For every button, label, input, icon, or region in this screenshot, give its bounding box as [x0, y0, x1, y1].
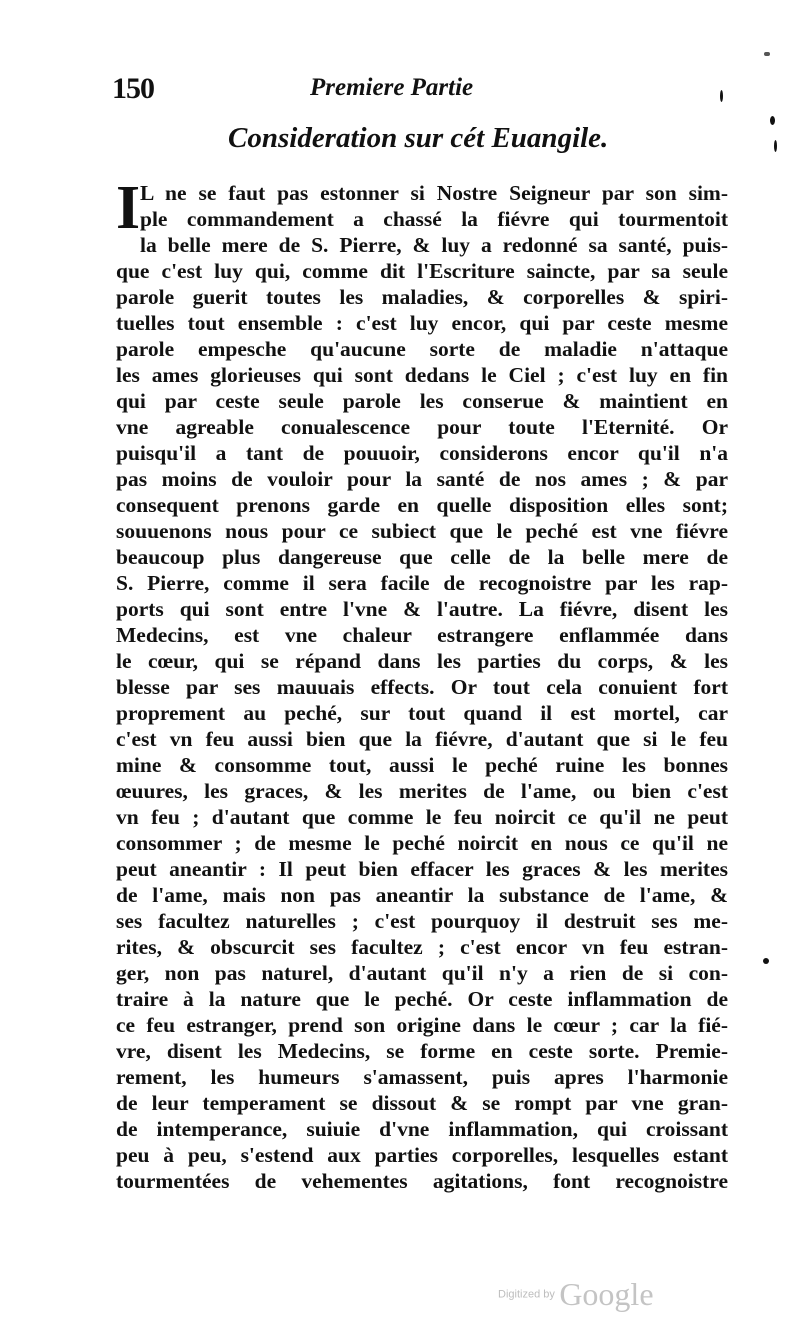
ink-speck — [720, 90, 723, 102]
page-number: 150 — [112, 72, 154, 105]
text-line: Medecins, est vne chaleur estrangere enflammée dans — [116, 623, 728, 647]
text-line: ce feu estranger, prend son origine dans le cœur ; car la fié- — [116, 1013, 728, 1037]
text-line: proprement au peché, sur tout quand il est mortel, car — [116, 701, 728, 725]
text-line: qui par ceste seule parole les conserue & maintient en — [116, 389, 728, 413]
text-line: parole empesche qu'aucune sorte de maladie n'attaque — [116, 337, 728, 361]
digitized-watermark — [498, 1276, 654, 1313]
running-title: Premiere Partie — [310, 74, 474, 101]
text-line: vre, disent les Medecins, se forme en ceste sorte. Premie- — [116, 1039, 728, 1063]
text-line: parole guerit toutes les maladies, & corporelles & spiri- — [116, 285, 728, 309]
text-line: ses facultez naturelles ; c'est pourquoy il destruit ses me- — [116, 909, 728, 933]
ink-speck — [770, 116, 775, 125]
text-line: consequent prenons garde en quelle disposition elles sont; — [116, 493, 728, 517]
text-line: de l'ame, mais non pas aneantir la substance de l'ame, & — [116, 883, 728, 907]
text-line: consommer ; de mesme le peché noircit en nous ce qu'il ne — [116, 831, 728, 855]
text-line: vn feu ; d'autant que comme le feu noircit ce qu'il ne peut — [116, 805, 728, 829]
text-line: ger, non pas naturel, d'autant qu'il n'y a rien de si con- — [116, 961, 728, 985]
dropcap-letter: I — [116, 174, 141, 242]
text-line: tuelles tout ensemble : c'est luy encor, qui par ceste mesme — [116, 311, 728, 335]
text-line: puisqu'il a tant de pouuoir, considerons encor qu'il n'a — [116, 441, 728, 465]
text-line: S. Pierre, comme il sera facile de recognoistre par les rap- — [116, 571, 728, 595]
text-line: tourmentées de vehementes agitations, font recognoistre — [116, 1169, 728, 1193]
text-line: pas moins de vouloir pour la santé de nos ames ; & par — [116, 467, 728, 491]
text-line: de leur temperament se dissout & se rompt par vne gran- — [116, 1091, 728, 1115]
body-text — [116, 174, 728, 1194]
text-line: que c'est luy qui, comme dit l'Escriture saincte, par sa seule — [116, 259, 728, 283]
watermark-prefix: Digitized by — [498, 1288, 555, 1301]
text-line: ple commandement a chassé la fiévre qui tourmentoit — [140, 207, 728, 231]
text-line: œuures, les graces, & les merites de l'ame, ou bien c'est — [116, 779, 728, 803]
text-line: le cœur, qui se répand dans les parties du corps, & les — [116, 649, 728, 673]
section-title: Consideration sur cét Euangile. — [228, 122, 609, 154]
text-line: beaucoup plus dangereuse que celle de la belle mere de — [116, 545, 728, 569]
ink-speck — [774, 140, 777, 152]
text-line: ports qui sont entre l'vne & l'autre. La fiévre, disent les — [116, 597, 728, 621]
ink-speck — [763, 958, 769, 964]
text-line: peut aneantir : Il peut bien effacer les graces & les merites — [116, 857, 728, 881]
ink-speck — [764, 52, 770, 56]
text-line: souuenons nous pour ce subiect que le peché est vne fiévre — [116, 519, 728, 543]
text-line: blesse par ses mauuais effects. Or tout cela conuient fort — [116, 675, 728, 699]
text-line: traire à la nature que le peché. Or ceste inflammation de — [116, 987, 728, 1011]
text-line: les ames glorieuses qui sont dedans le Ciel ; c'est luy en fin — [116, 363, 728, 387]
text-line: rement, les humeurs s'amassent, puis apres l'harmonie — [116, 1065, 728, 1089]
text-line: peu à peu, s'estend aux parties corporelles, lesquelles estant — [116, 1143, 728, 1167]
watermark-brand: Google — [559, 1276, 654, 1312]
text-line: de intemperance, suiuie d'vne inflammation, qui croissant — [116, 1117, 728, 1141]
text-line: la belle mere de S. Pierre, & luy a redonné sa santé, puis- — [140, 233, 728, 257]
text-line: mine & consomme tout, aussi le peché ruine les bonnes — [116, 753, 728, 777]
text-line: vne agreable conualescence pour toute l'Eternité. Or — [116, 415, 728, 439]
text-line: L ne se faut pas estonner si Nostre Seigneur par son sim- — [140, 181, 728, 205]
text-line: rites, & obscurcit ses facultez ; c'est encor vn feu estran- — [116, 935, 728, 959]
text-line: c'est vn feu aussi bien que la fiévre, d'autant que si le feu — [116, 727, 728, 751]
